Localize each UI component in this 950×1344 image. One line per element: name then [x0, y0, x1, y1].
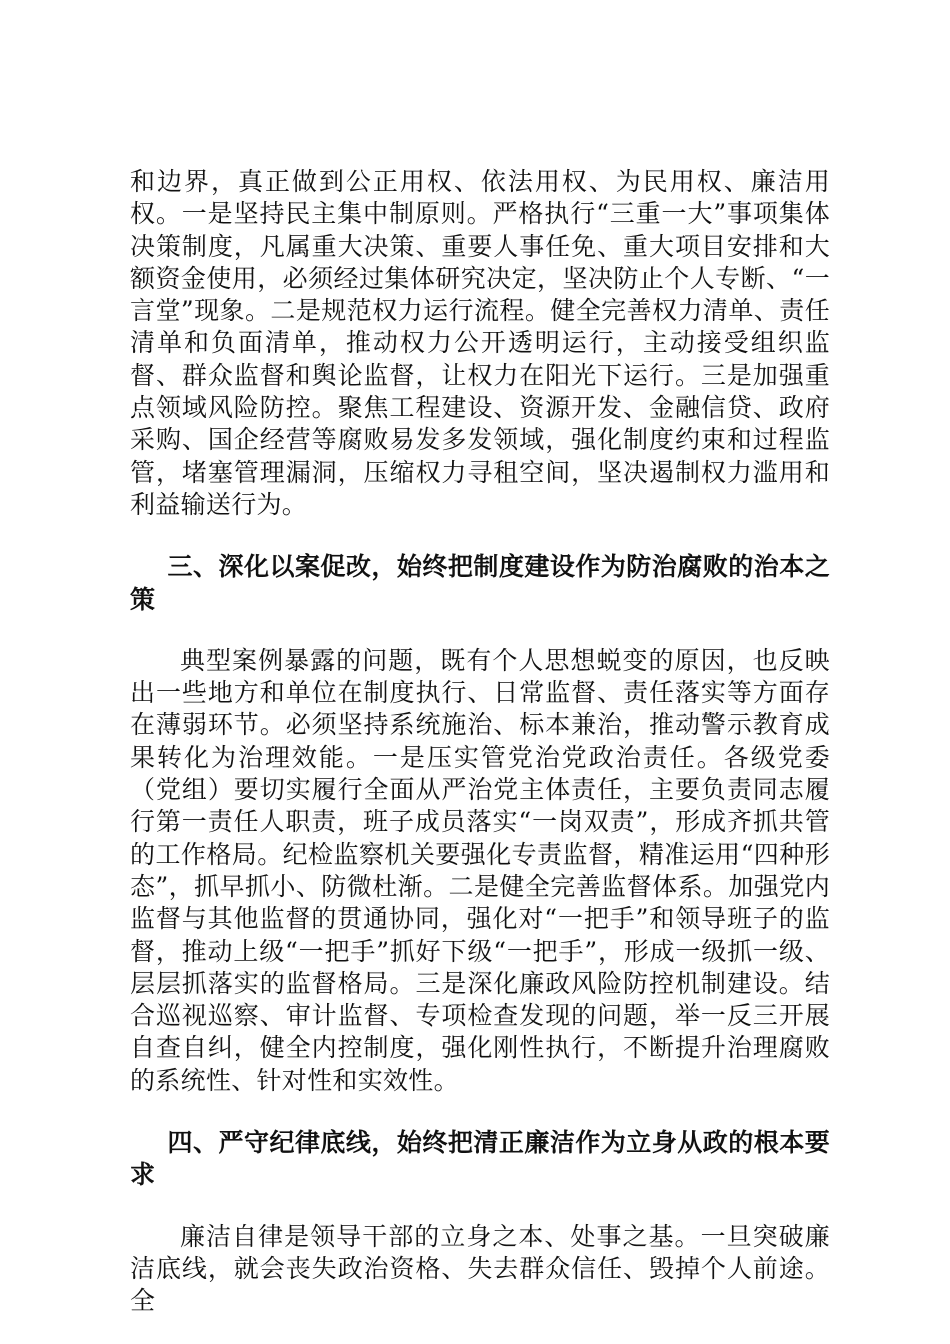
- body-paragraph: 廉洁自律是领导干部的立身之本、处事之基。一旦突破廉洁底线，就会丧失政治资格、失去群众信任、毁掉个人前途。全: [130, 1221, 830, 1316]
- body-paragraph: 和边界，真正做到公正用权、依法用权、为民用权、廉洁用权。一是坚持民主集中制原则。严格执行“三重一大”事项集体决策制度，凡属重大决策、重要人事任免、重大项目安排和大额资金使用，必须经过集体研究决定，坚决防止个人专断、“一言堂”现象。二是规范权力运行流程。健全完善权力清单、责任清单和负面清单，推动权力公开透明运行，主动接受组织监督、群众监督和舆论监督，让权力在阳光下运行。三是加强重点领域风险防控。聚焦工程建设、资源开发、金融信贷、政府采购、国企经营等腐败易发多发领域，强化制度约束和过程监管，堵塞管理漏洞，压缩权力寻租空间，坚决遏制权力滥用和利益输送行为。: [130, 167, 830, 519]
- section-heading: 四、严守纪律底线，始终把清正廉洁作为立身从政的根本要求: [130, 1128, 830, 1190]
- section-heading: 三、深化以案促改，始终把制度建设作为防治腐败的治本之策: [130, 552, 830, 614]
- body-paragraph: 典型案例暴露的问题，既有个人思想蜕变的原因，也反映出一些地方和单位在制度执行、日常监督、责任落实等方面存在薄弱环节。必须坚持系统施治、标本兼治，推动警示教育成果转化为治理效能。一是压实管党治党政治责任。各级党委（党组）要切实履行全面从严治党主体责任，主要负责同志履行第一责任人职责，班子成员落实“一岗双责”，形成齐抓共管的工作格局。纪检监察机关要强化专责监督，精准运用“四种形态”，抓早抓小、防微杜渐。二是健全完善监督体系。加强党内监督与其他监督的贯通协同，强化对“一把手”和领导班子的监督，推动上级“一把手”抓好下级“一把手”，形成一级抓一级、层层抓落实的监督格局。三是深化廉政风险防控机制建设。结合巡视巡察、审计监督、专项检查发现的问题，举一反三开展自查自纠，健全内控制度，强化刚性执行，不断提升治理腐败的系统性、针对性和实效性。: [130, 645, 830, 1095]
- document-page: [130, 166, 830, 1318]
